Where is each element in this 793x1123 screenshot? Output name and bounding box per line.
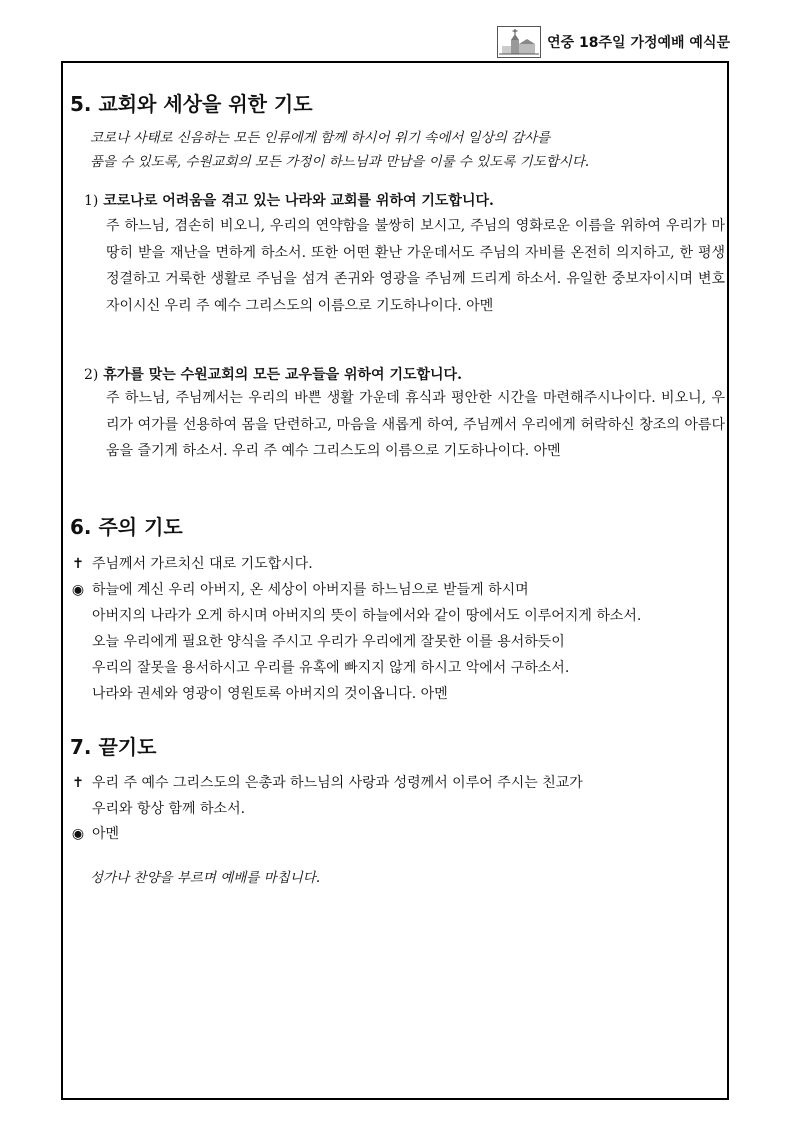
lords-prayer-line: 아버지의 나라가 오게 하시며 아버지의 뜻이 하늘에서와 같이 땅에서도 이루어지게 하소서. — [92, 608, 642, 624]
leader-line: 주님께서 가르치신 대로 기도합시다. — [92, 556, 313, 572]
section-heading-lords-prayer: 6. 주의 기도 — [70, 515, 183, 539]
cross-icon: ✝ — [72, 556, 84, 572]
prayer-2-text: 주 하느님, 주님께서는 우리의 바쁜 생활 가운데 휴식과 평안한 시간을 마련해주시나이다. 비오니, 우리가 여가를 선용하여 몸을 단련하고, 마음을 새롭게 하여, 주님께서 우리에게 허락하신 창조의 아름다움을 즐기게 하소서. 우리 주 예수 그리스도의 이름으로 기도하나이다. 아멘 — [106, 390, 725, 459]
lords-prayer-line: 우리의 잘못을 용서하시고 우리를 유혹에 빠지지 않게 하시고 악에서 구하소서. — [92, 660, 570, 676]
prayer-1-title — [84, 190, 494, 212]
section-heading-church-world-prayer: 5. 교회와 세상을 위한 기도 — [70, 92, 313, 116]
cross-icon: ✝ — [72, 775, 84, 791]
prayer-number: 2) — [84, 367, 99, 383]
amen-line: 아멘 — [92, 826, 120, 842]
prayer-number: 1) — [84, 193, 99, 209]
lords-prayer-line: 나라와 권세와 영광이 영원토록 아버지의 것이옵니다. 아멘 — [92, 686, 448, 702]
header-title: 연중 18주일 가정예배 예식문 — [547, 35, 730, 51]
intro-line: 품을 수 있도록, 수원교회의 모든 가정이 하느님과 만남을 이룰 수 있도록 기도합시다. — [90, 154, 590, 170]
blessing-line: 우리 주 예수 그리스도의 은총과 하느님의 사랑과 성령께서 이루어 주시는 친교가 — [92, 775, 583, 791]
prayer-1-text: 주 하느님, 겸손히 비오니, 우리의 연약함을 불쌍히 보시고, 주님의 영화로운 이름을 위하여 우리가 마땅히 받을 재난을 면하게 하소서. 또한 어떤 환난 가운데서도 주님의 자비를 온전히 의지하고, 한 평생 정결하고 거룩한 생활로 주님을 섬겨 존귀와 영광을 주님께 드리게 하소서. 유일한 중보자이시며 변호자이시신 우리 주 예수 그리스도의 이름으로 기도하나이다. 아멘 — [106, 218, 725, 314]
closing-instruction: 성가나 찬양을 부르며 예배를 마칩니다. — [90, 870, 321, 886]
section-heading-closing-prayer: 7. 끝기도 — [70, 735, 157, 759]
prayer-title-text: 코로나로 어려움을 겪고 있는 나라와 교회를 위하여 기도합니다. — [103, 193, 494, 209]
church-icon — [497, 26, 541, 58]
page-header — [497, 26, 730, 58]
prayer-2-title — [84, 364, 462, 386]
blessing-line: 우리와 항상 함께 하소서. — [92, 801, 246, 817]
lords-prayer-line: 하늘에 계신 우리 아버지, 온 세상이 아버지를 하느님으로 받들게 하시며 — [92, 582, 529, 598]
intro-line: 코로나 사태로 신음하는 모든 인류에게 함께 하시어 위기 속에서 일상의 감사를 — [90, 130, 551, 146]
circle-dot-icon: ◉ — [71, 582, 85, 598]
lords-prayer-line: 오늘 우리에게 필요한 양식을 주시고 우리가 우리에게 잘못한 이를 용서하듯이 — [92, 634, 565, 650]
prayer-title-text: 휴가를 맞는 수원교회의 모든 교우들을 위하여 기도합니다. — [103, 367, 462, 383]
circle-dot-icon: ◉ — [71, 826, 85, 842]
